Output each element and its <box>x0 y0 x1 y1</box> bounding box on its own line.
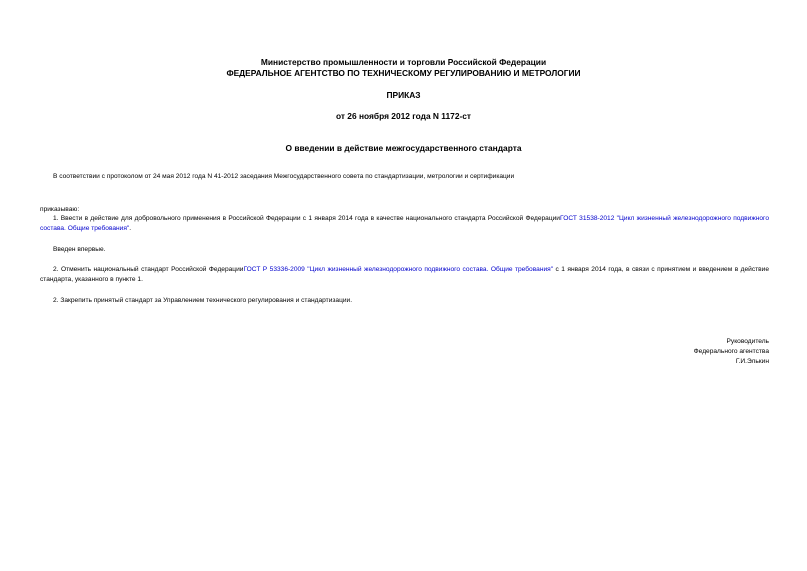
signature-position: Руководитель <box>726 338 769 345</box>
first-time-note: Введен впервые. <box>53 246 106 253</box>
document-title: О введении в действие межгосударственного стандарта <box>285 143 522 153</box>
item-1-end: . <box>129 224 132 232</box>
gost-31538-link[interactable]: ГОСТ 31538-2012 "Цикл жизненный железнодорожного подвижного состава. Общие требования" <box>40 215 769 232</box>
item-1-paragraph <box>40 214 769 233</box>
document-date-number: от 26 ноября 2012 года N 1172-ст <box>335 111 472 121</box>
preamble-paragraph: В соответствии с протоколом от 24 мая 2012 года N 41-2012 заседания Межгосударственного совета по стандартизации, метрологии и сертификации <box>53 173 515 180</box>
order-word: приказываю: <box>40 206 80 213</box>
gost-r-53336-link[interactable]: ГОСТ Р 53336-2009 "Цикл жизненный железнодорожного подвижного состава. Общие требования" <box>243 266 554 273</box>
document-type: ПРИКАЗ <box>386 90 421 100</box>
item-2-paragraph <box>40 265 769 284</box>
signature-name: Г.И.Элькин <box>735 358 769 365</box>
ministry-heading: Министерство промышленности и торговли Российской Федерации <box>260 57 547 67</box>
item-2-end: с 1 января 2014 года, в связи с принятием и введением в действие стандарта, указанного в пункте 1. <box>40 266 770 283</box>
item-3-paragraph: 2. Закрепить принятый стандарт за Управлением технического регулирования и стандартизации. <box>53 297 353 304</box>
agency-heading: ФЕДЕРАЛЬНОЕ АГЕНТСТВО ПО ТЕХНИЧЕСКОМУ РЕГУЛИРОВАНИЮ И МЕТРОЛОГИИ <box>226 68 581 78</box>
signature-agency: Федерального агентства <box>693 348 769 355</box>
item-1-text: 1. Ввести в действие для добровольного применения в Российской Федерации с 1 января 2014 года в качестве национального стандарта Российской Федерации <box>53 215 560 222</box>
item-2-text: 2. Отменить национальный стандарт Российской Федерации <box>53 266 244 273</box>
